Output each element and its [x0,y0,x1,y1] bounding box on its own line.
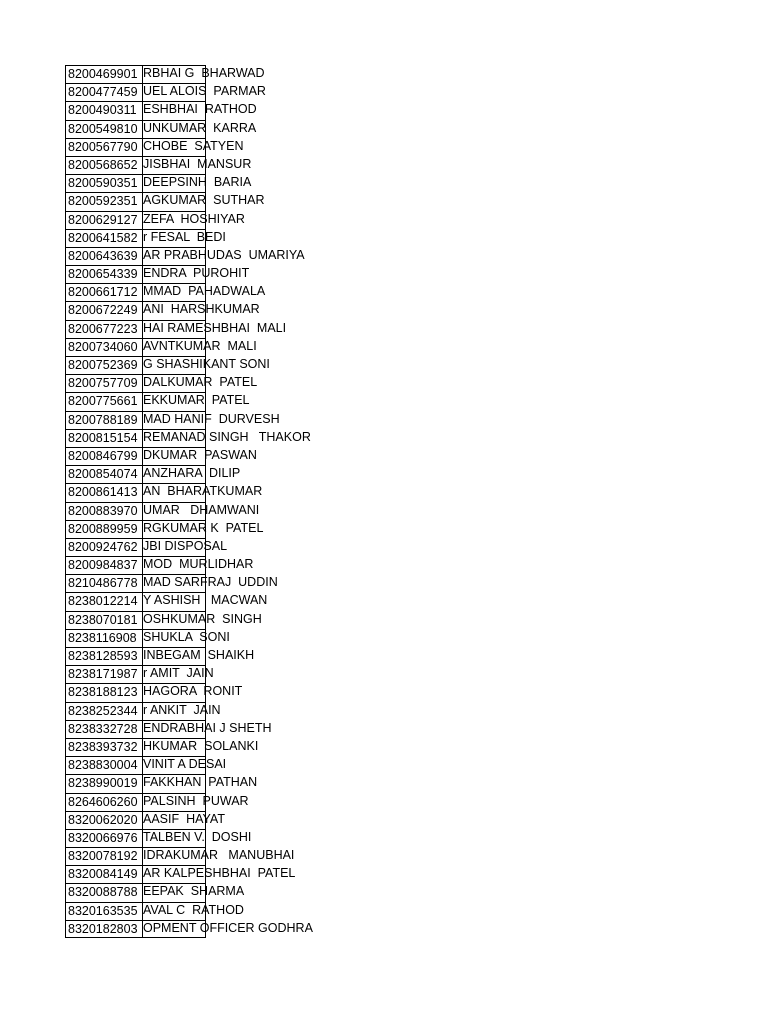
name-text: G SHASHIKANT SONI [143,357,270,371]
name-text: AR KALPESHBHAI PATEL [143,866,296,881]
table-row [65,156,325,174]
table-row [65,702,325,720]
table-row [65,883,325,901]
account-number-cell[interactable]: 8200846799 [65,447,143,465]
table-row [65,865,325,883]
name-text: DEEPSINH BARIA [143,175,252,190]
name-text: MOD MURLIDHAR [143,557,254,572]
table-row [65,192,325,210]
account-number-cell[interactable]: 8200861413 [65,483,143,501]
account-number-cell[interactable]: 8200592351 [65,192,143,210]
name-text: HAI RAMESHBHAI MALI [143,320,287,335]
name-text: MAD HANIF DURVESH [143,411,280,426]
table-row [65,83,325,101]
account-number-cell[interactable]: 8200661712 [65,283,143,301]
account-number-cell[interactable]: 8200643639 [65,247,143,265]
table-row [65,829,325,847]
account-number-cell[interactable]: 8238393732 [65,738,143,756]
account-number-cell[interactable]: 8200490311 [65,101,143,119]
account-number-cell[interactable]: 8238070181 [65,611,143,629]
table-row [65,483,325,501]
name-text: INBEGAM SHAIKH [143,648,255,662]
name-text: OSHKUMAR SINGH [143,611,262,626]
account-number-cell[interactable]: 8200641582 [65,229,143,247]
table-row [65,720,325,738]
name-text: ENDRA PUROHIT [143,266,250,281]
name-text: MMAD PAHADWALA [143,284,266,299]
account-number-cell[interactable]: 8200883970 [65,502,143,520]
account-number-cell[interactable]: 8238990019 [65,774,143,792]
name-text: MAD SARFRAJ UDDIN [143,575,278,590]
name-text: ZEFA HOSHIYAR [143,211,245,226]
table-row [65,629,325,647]
name-text: r AMIT JAIN [143,666,214,681]
table-row [65,138,325,156]
name-text: HKUMAR SOLANKI [143,738,259,753]
account-number-cell[interactable]: 8200984837 [65,556,143,574]
table-row [65,301,325,319]
account-number-cell[interactable]: 8200549810 [65,120,143,138]
name-text: TALBEN V. DOSHI [143,829,252,844]
name-text: SHUKLA SONI [143,629,230,644]
account-number-cell[interactable]: 8200752369 [65,356,143,374]
name-text: JISBHAI MANSUR [143,156,252,171]
table-row [65,283,325,301]
table-row [65,229,325,247]
account-number-cell[interactable]: 8200672249 [65,301,143,319]
account-number-cell[interactable]: 8320088788 [65,883,143,901]
name-text: FAKKHAN PATHAN [143,775,258,790]
table-row [65,847,325,865]
table-row [65,647,325,665]
account-number-cell[interactable]: 8238188123 [65,683,143,701]
account-number-cell[interactable]: 8238830004 [65,756,143,774]
table-row [65,247,325,265]
name-text: EKKUMAR PATEL [143,393,250,408]
name-text: AGKUMAR SUTHAR [143,193,265,208]
account-number-cell[interactable]: 8200924762 [65,538,143,556]
name-text: IDRAKUMAR MANUBHAI [143,848,295,863]
account-number-cell[interactable]: 8320078192 [65,847,143,865]
table-row [65,592,325,610]
account-number-cell[interactable]: 8200889959 [65,520,143,538]
name-text: ANI HARSHKUMAR [143,302,260,317]
name-text: AR PRABHUDAS UMARIYA [143,247,305,262]
name-text: AN BHARATKUMAR [143,484,263,499]
table-row [65,465,325,483]
table-row [65,811,325,829]
name-text: HAGORA RONIT [143,684,243,699]
table-row [65,556,325,574]
name-text: JBI DISPOSAL [143,538,228,553]
table-row [65,920,325,938]
name-text: PALSINH PUWAR [143,793,249,808]
name-text: r FESAL BEDI [143,229,226,244]
account-number-cell[interactable]: 8200815154 [65,429,143,447]
account-number-cell[interactable]: 8200590351 [65,174,143,192]
account-number-cell[interactable]: 8200469901 [65,65,143,83]
name-text: UEL ALOIS PARMAR [143,84,266,99]
table-row [65,793,325,811]
table-row [65,320,325,338]
table-row [65,411,325,429]
table-row [65,211,325,229]
name-text: ENDRABHAI J SHETH [143,720,272,735]
table-row [65,374,325,392]
name-text: ESHBHAI RATHOD [143,102,257,117]
table-row [65,447,325,465]
table-row [65,520,325,538]
name-text: DALKUMAR PATEL [143,375,258,390]
name-text: ANZHARA DILIP [143,466,241,481]
table-row [65,738,325,756]
account-number-cell[interactable]: 8200567790 [65,138,143,156]
name-text: CHOBE SATYEN [143,138,244,153]
name-text: DKUMAR PASWAN [143,447,257,462]
name-text: UMAR DHAMWANI [143,502,260,517]
account-number-cell[interactable]: 8238171987 [65,665,143,683]
table-row [65,392,325,410]
account-number-cell[interactable]: 8320163535 [65,902,143,920]
table-row [65,683,325,701]
account-number-cell[interactable]: 8238116908 [65,629,143,647]
table-row [65,120,325,138]
table-row [65,502,325,520]
account-number-cell[interactable]: 8200677223 [65,320,143,338]
name-text: REMANAD SINGH THAKOR [143,429,311,444]
table-row [65,429,325,447]
table-row [65,265,325,283]
name-text: r ANKIT JAIN [143,702,221,717]
name-text: RBHAI G BHARWAD [143,66,265,80]
account-number-cell[interactable]: 8200629127 [65,211,143,229]
table-row [65,902,325,920]
account-number-cell[interactable]: 8200734060 [65,338,143,356]
table-row [65,338,325,356]
table-row [65,65,325,83]
account-number-cell[interactable]: 8320182803 [65,920,143,938]
name-text: Y ASHISH MACWAN [143,593,268,608]
name-text: AVNTKUMAR MALI [143,338,257,353]
name-text: RGKUMAR K PATEL [143,520,264,535]
table-row [65,356,325,374]
account-number-cell[interactable]: 8210486778 [65,574,143,592]
table-row [65,611,325,629]
account-number-cell[interactable]: 8320066976 [65,829,143,847]
name-text: OPMENT OFFICER GODHRA [143,920,313,935]
account-number-cell[interactable]: 8200757709 [65,374,143,392]
account-number-cell[interactable]: 8200654339 [65,265,143,283]
account-number-cell[interactable]: 8238012214 [65,592,143,610]
table-row [65,101,325,119]
name-text: EEPAK SHARMA [143,884,245,899]
table-row [65,756,325,774]
name-text: AVAL C RATHOD [143,902,244,917]
account-number-cell[interactable]: 8238128593 [65,647,143,665]
name-text: VINIT A DESAI [143,757,227,772]
spreadsheet-grid [65,65,325,938]
account-number-cell[interactable]: 8200854074 [65,465,143,483]
account-number-cell[interactable]: 8200788189 [65,411,143,429]
name-text: AASIF HAYAT [143,811,225,826]
table-row [65,665,325,683]
table-row [65,774,325,792]
account-number-cell[interactable]: 8238252344 [65,702,143,720]
table-row [65,174,325,192]
account-number-cell[interactable]: 8200568652 [65,156,143,174]
account-number-cell[interactable]: 8320084149 [65,865,143,883]
account-number-cell[interactable]: 8264606260 [65,793,143,811]
account-number-cell[interactable]: 8200775661 [65,392,143,410]
table-row [65,538,325,556]
account-number-cell[interactable]: 8238332728 [65,720,143,738]
table-row [65,574,325,592]
account-number-cell[interactable]: 8200477459 [65,83,143,101]
name-text: UNKUMAR KARRA [143,120,257,135]
account-number-cell[interactable]: 8320062020 [65,811,143,829]
